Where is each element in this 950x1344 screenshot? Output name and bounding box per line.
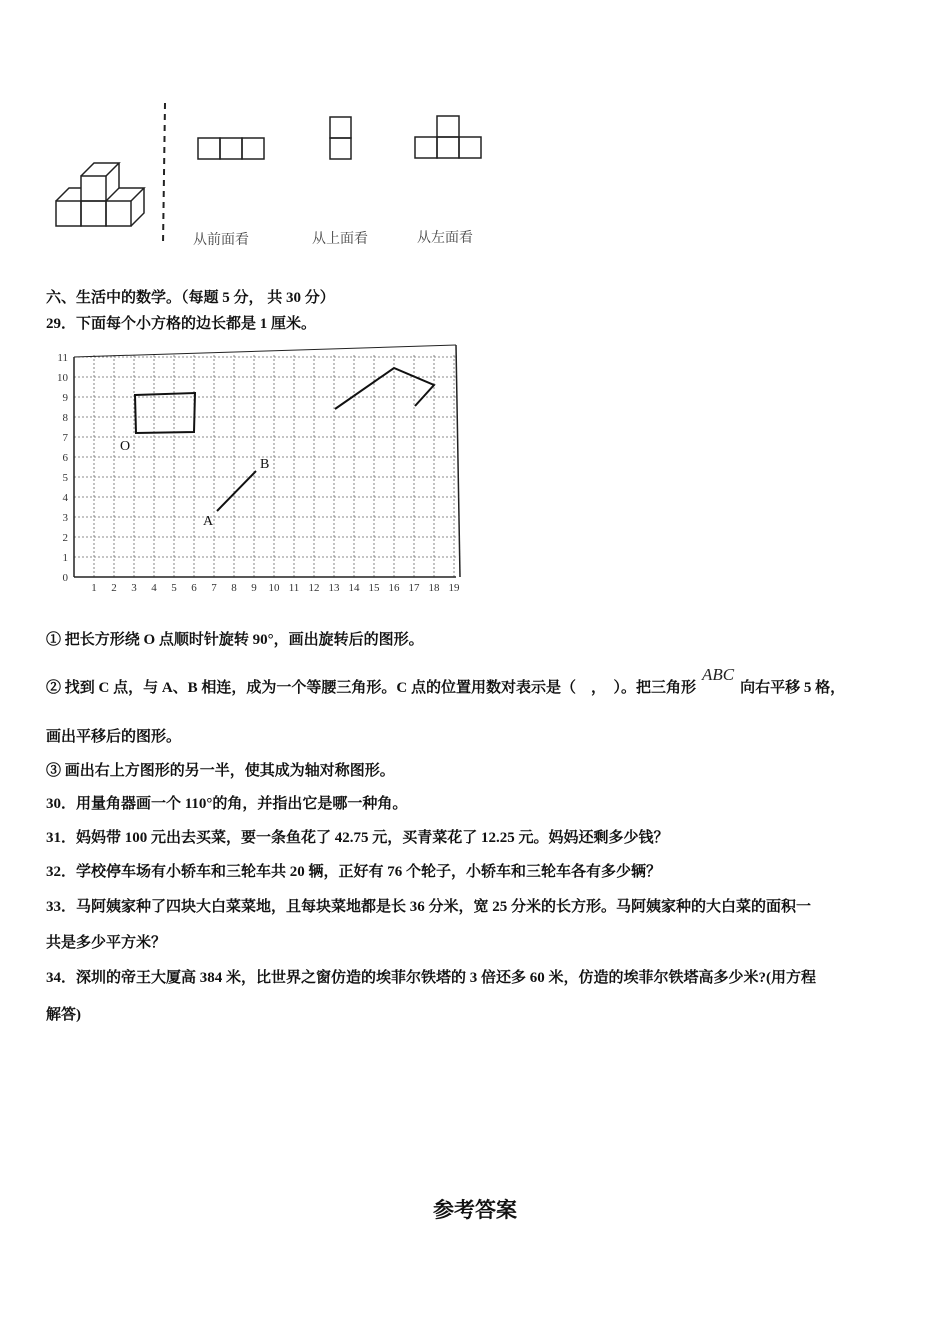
x-tick-label: 11 bbox=[288, 582, 300, 593]
y-tick-label: 5 bbox=[62, 472, 68, 484]
front-view-label: 从前面看 bbox=[193, 232, 249, 248]
x-tick-label: 8 bbox=[231, 582, 237, 593]
question-34: 34．深圳的帝王大厦高 384 米，比世界之窗仿造的埃菲尔铁塔的 3 倍还多 60 米，仿造的埃菲尔铁塔高多少米?(用方程 bbox=[46, 970, 816, 986]
x-tick-label: 6 bbox=[191, 582, 197, 593]
x-tick-label: 10 bbox=[268, 582, 280, 593]
y-tick-label: 10 bbox=[57, 372, 68, 384]
x-tick-label: 2 bbox=[111, 582, 117, 593]
cube-solid bbox=[56, 163, 144, 226]
y-tick-label: 2 bbox=[62, 532, 68, 544]
y-tick-label: 7 bbox=[62, 432, 68, 444]
point-b-label: B bbox=[260, 457, 270, 472]
question-29-part2 bbox=[46, 665, 846, 697]
question-29-part3: ③ 画出右上方图形的另一半，使其成为轴对称图形。 bbox=[46, 763, 395, 779]
x-tick-label: 16 bbox=[388, 582, 400, 593]
y-tick-label: 4 bbox=[62, 492, 68, 504]
question-31: 31．妈妈带 100 元出去买菜，要一条鱼花了 42.75 元，买青菜花了 12.25 元。妈妈还剩多少钱？ bbox=[46, 830, 669, 846]
question-34-cont: 解答) bbox=[46, 1007, 81, 1023]
triangle-abc-label: ABC bbox=[702, 665, 735, 684]
x-tick-label: 9 bbox=[251, 582, 257, 593]
top-view-label: 从上面看 bbox=[312, 231, 368, 247]
x-tick-label: 5 bbox=[171, 582, 177, 593]
x-tick-label: 18 bbox=[428, 582, 440, 593]
part2-text-b: 向右平移 5 格， bbox=[740, 680, 846, 696]
y-tick-label: 6 bbox=[62, 452, 68, 464]
x-tick-label: 7 bbox=[211, 582, 217, 593]
grid-top-border bbox=[74, 345, 456, 357]
x-tick-label: 3 bbox=[131, 582, 137, 593]
point-o-label: O bbox=[120, 439, 131, 454]
x-tick-label: 15 bbox=[368, 582, 380, 593]
question-32: 32．学校停车场有小轿车和三轮车共 20 辆，正好有 76 个轮子，小轿车和三轮车各有多少辆？ bbox=[46, 864, 662, 880]
x-tick-label: 4 bbox=[151, 582, 157, 593]
top-view-shape bbox=[330, 117, 351, 159]
front-view-shape bbox=[198, 138, 264, 159]
x-tick-label: 13 bbox=[328, 582, 340, 593]
y-tick-label: 3 bbox=[62, 512, 68, 524]
y-tick-label: 8 bbox=[62, 412, 68, 424]
x-tick-label: 12 bbox=[308, 582, 320, 593]
x-tick-label: 14 bbox=[348, 582, 360, 593]
question-30: 30．用量角器画一个 110°的角，并指出它是哪一种角。 bbox=[46, 796, 408, 812]
question-29-part1: ① 把长方形绕 O 点顺时针旋转 90°，画出旋转后的图形。 bbox=[46, 632, 424, 648]
rectangle-shape bbox=[135, 393, 195, 433]
y-tick-label: 0 bbox=[62, 572, 68, 584]
x-tick-label: 17 bbox=[408, 582, 420, 593]
answer-section-title: 参考答案 bbox=[433, 1198, 517, 1222]
half-figure-shape bbox=[335, 368, 434, 409]
point-a-label: A bbox=[203, 514, 214, 529]
y-tick-label: 1 bbox=[62, 552, 68, 564]
section-heading: 六、生活中的数学。（每题 5 分， 共 30 分） bbox=[46, 290, 335, 306]
part2-text-a: ② 找到 C 点，与 A、B 相连，成为一个等腰三角形。C 点的位置用数对表示是（ ， ）。把三角形 bbox=[46, 680, 697, 696]
grid-right-border bbox=[456, 345, 460, 577]
x-tick-label: 19 bbox=[448, 582, 460, 593]
question-29-part2-cont: 画出平移后的图形。 bbox=[46, 729, 182, 745]
left-view-shape bbox=[415, 116, 481, 158]
y-tick-label: 11 bbox=[57, 352, 68, 364]
y-tick-labels bbox=[57, 352, 69, 584]
question-33: 33．马阿姨家种了四块大白菜菜地，且每块菜地都是长 36 分米，宽 25 分米的长方形。马阿姨家种的大白菜的面积一 bbox=[46, 899, 812, 915]
x-tick-label: 1 bbox=[91, 582, 97, 593]
question-33-cont: 共是多少平方米？ bbox=[46, 935, 167, 951]
y-tick-label: 9 bbox=[62, 392, 68, 404]
coordinate-grid bbox=[40, 343, 480, 593]
left-view-label: 从左面看 bbox=[417, 230, 473, 246]
dashed-divider bbox=[163, 103, 165, 245]
question-29-title: 29．下面每个小方格的边长都是 1 厘米。 bbox=[46, 316, 317, 332]
x-tick-labels bbox=[91, 582, 460, 593]
